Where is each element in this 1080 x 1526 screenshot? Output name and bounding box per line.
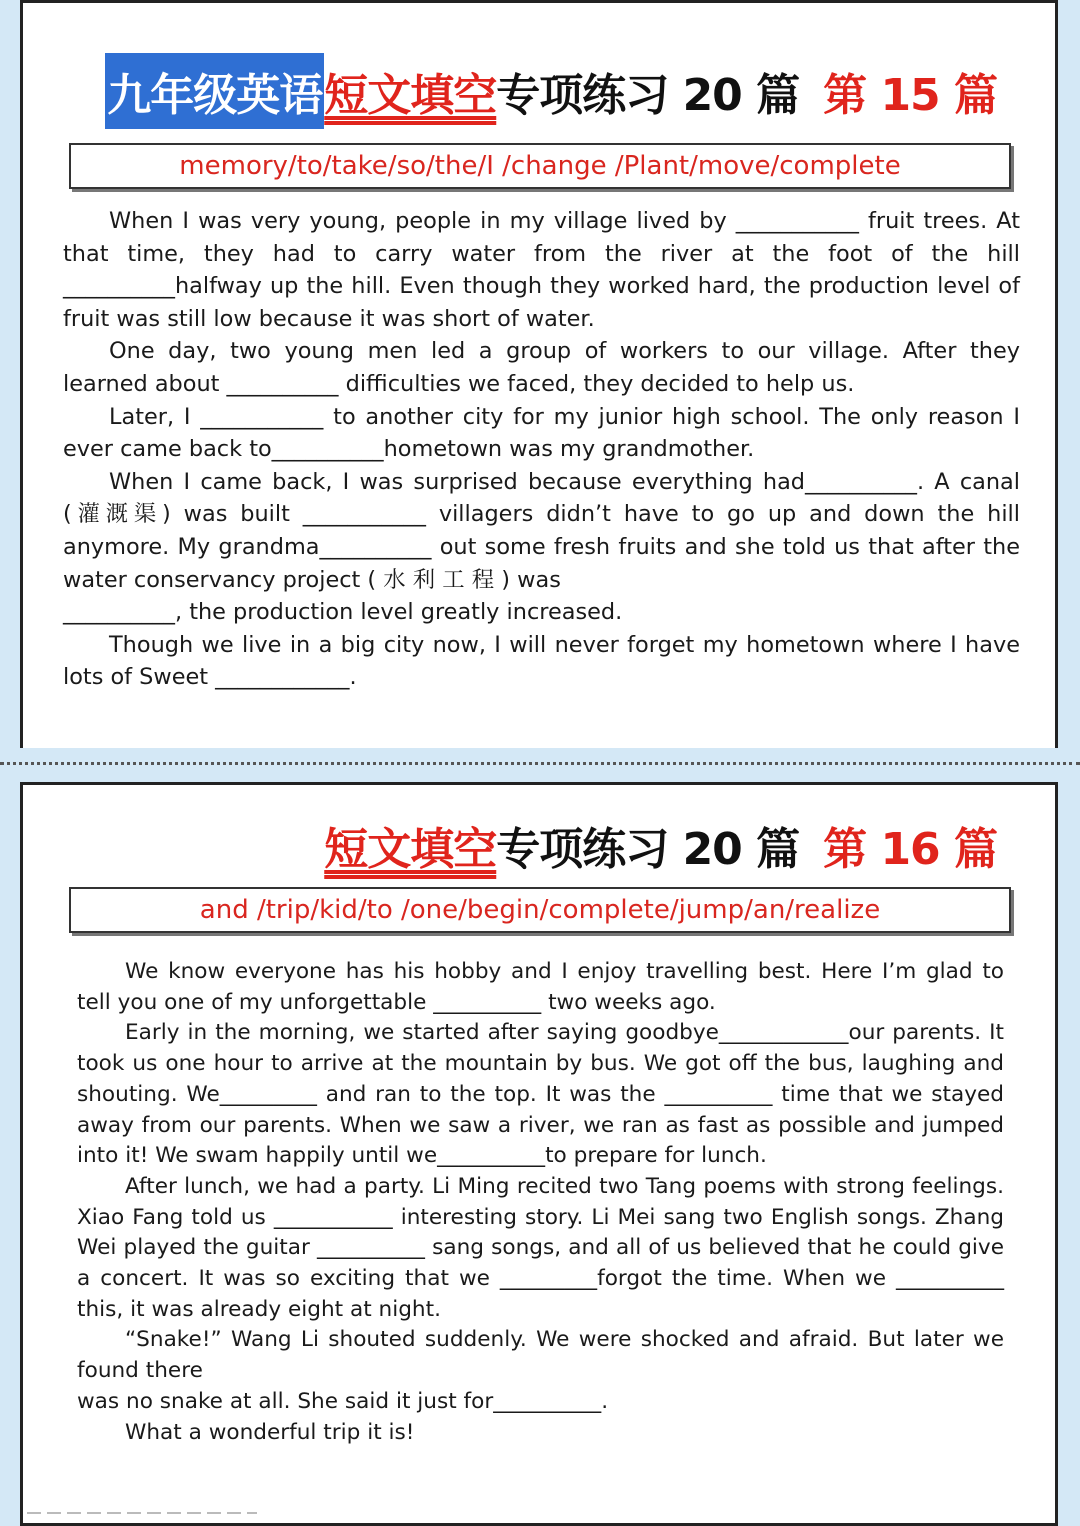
paragraph: Later, I ___________ to another city for my junior high school. The only reason I ever came back to__________hometown was my grandmother. [63,403,1020,463]
title-topic: 短文填空 [324,824,497,875]
word-bank: and /trip/kid/to /one/begin/complete/jump/an/realize [69,887,1011,933]
title-number: 第 15 篇 [823,70,997,121]
page-separator [0,762,1080,765]
paragraph: __________, the production level greatly increased. [63,599,623,626]
paragraph: was no snake at all. She said it just for__________. [77,1388,609,1414]
paragraph: One day, two young men led a group of workers to our village. After they learned about __________ difficulties we faced, they decided to help us. [63,338,1020,397]
title-series: 专项练习 20 篇 [496,824,800,875]
page-title [105,53,997,129]
title-topic: 短文填空 [324,70,497,121]
scan-smudge [27,1509,257,1517]
passage-text [63,205,1020,694]
worksheet-page-16 [20,782,1058,1526]
worksheet-page-15 [20,0,1058,748]
paragraph: After lunch, we had a party. Li Ming recited two Tang poems with strong feelings. Xiao Fang told us ___________ interesting story. Li Mei sang two English songs. Zhang Wei played the guitar __________ sang songs, and all of us believed that he could give a concert. It was so exciting that we _________forgot the time. When we __________ this, it was already eight at night. [77,1173,1004,1322]
paragraph: When I was very young, people in my village lived by ___________ fruit trees. At that time, they had to carry water from the river at the foot of the hill __________halfway up the hill. Even though they worked hard, the production level of fruit was still low because it was short of water. [63,208,1020,332]
page-title [324,807,997,883]
title-grade-label: 九年级英语 [105,53,324,129]
paragraph: What a wonderful trip it is! [125,1419,415,1445]
paragraph: Early in the morning, we started after saying goodbye____________our parents. It took us one hour to arrive at the mountain by bus. We got off the bus, laughing and shouting. We_________ and ran to the top. It was the __________ time that we stayed away from our parents. When we saw a river, we ran as fast as possible and jumped into it! We swam happily until we__________to prepare for lunch. [77,1020,1004,1169]
paragraph: Though we live in a big city now, I will never forget my hometown where I have lots of Sweet ____________. [63,631,1020,691]
title-number: 第 16 篇 [823,824,997,875]
word-bank: memory/to/take/so/the/I /change /Plant/move/complete [69,143,1011,189]
passage-text [77,957,1004,1448]
paragraph: We know everyone has his hobby and I enjoy travelling best. Here I’m glad to tell you one of my unforgettable __________ two weeks ago. [77,959,1004,1015]
title-series: 专项练习 20 篇 [496,70,800,121]
paragraph: “Snake!” Wang Li shouted suddenly. We were shocked and afraid. But later we found there [77,1327,1004,1384]
paragraph: When I came back, I was surprised because everything had__________. A canal (灌溉渠) was built ___________ villagers didn’t have to go up and down the hill anymore. My grandma__________ out some fresh fruits and she told us that after the water conservancy project ( 水 利 工 程 ) was [63,468,1020,593]
